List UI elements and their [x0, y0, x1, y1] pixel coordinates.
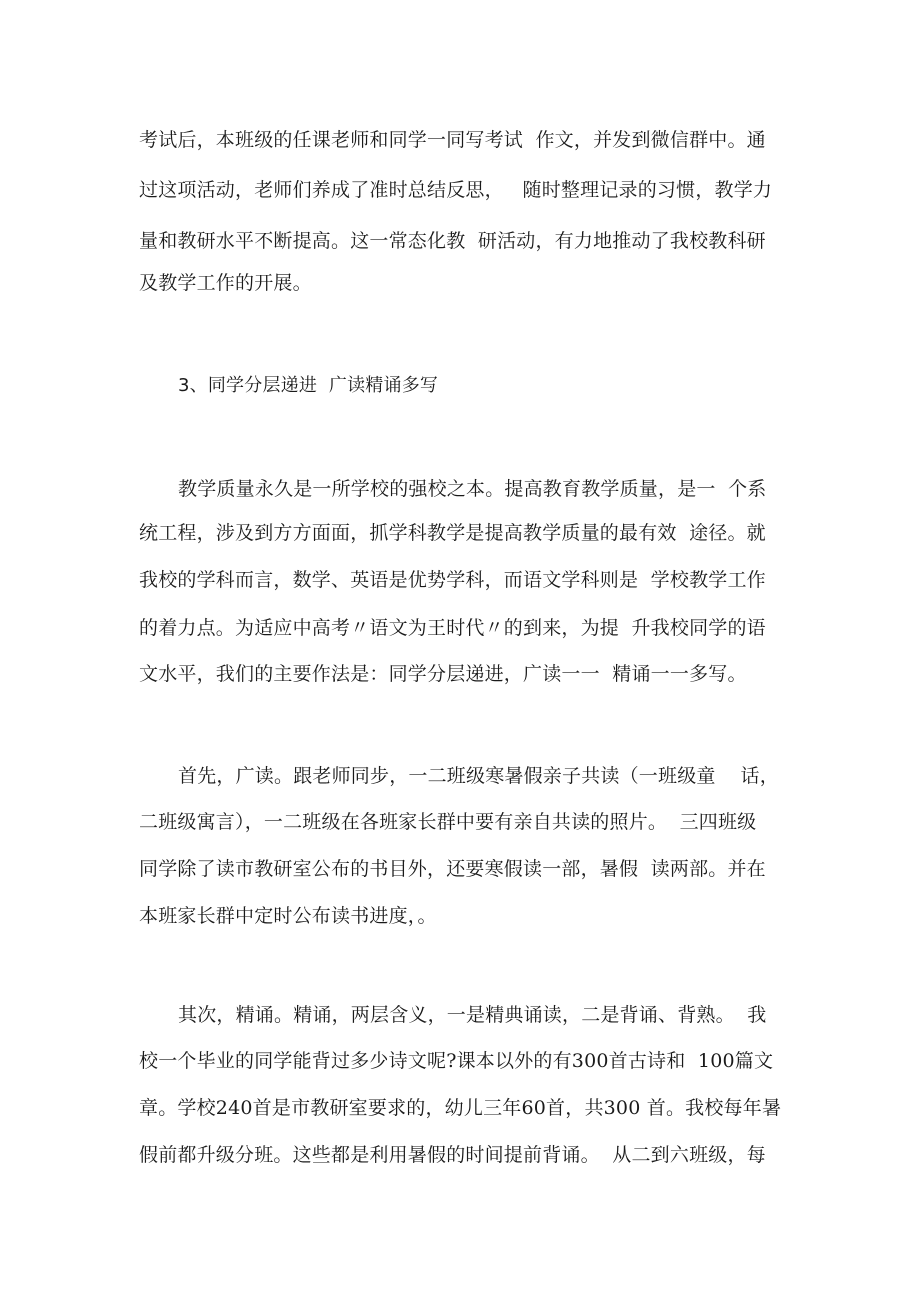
- section-heading: 3、同学分层递进 广读精诵多写: [178, 375, 439, 396]
- paragraph-3-line-2: 二班级寓言），一二班级在各班家长群中要有亲自共读的照片。 三四班级: [139, 811, 757, 833]
- paragraph-4-line-2: 校一个毕业的同学能背过多少诗文呢?课本以外的有300首古诗和 100篇文: [139, 1050, 774, 1072]
- paragraph-4-line-1: 其次，精诵。精诵，两层含义，一是精典诵读，二是背诵、背熟。 我: [178, 1004, 767, 1026]
- paragraph-4-line-4: 假前都升级分班。这些都是利用暑假的时间提前背诵。 从二到六班级，每: [139, 1144, 766, 1166]
- paragraph-2-line-4: 的着力点。为适应中高考〃语文为王时代〃的到来，为提 升我校同学的语: [139, 617, 766, 639]
- paragraph-2-line-1: 教学质量永久是一所学校的强校之本。提高教育教学质量，是一 个系: [178, 478, 767, 500]
- paragraph-3-line-3: 同学除了读市教研室公布的书目外，还要寒假读一部，暑假 读两部。并在: [139, 858, 766, 880]
- paragraph-3-line-4: 本班家长群中定时公布读书进度，。: [139, 905, 437, 927]
- paragraph-3-line-1: 首先，广读。跟老师同步，一二班级寒暑假亲子共读（一班级童 话，: [178, 765, 779, 787]
- paragraph-2-line-3: 我校的学科而言，数学、英语是优势学科，而语文学科则是 学校教学工作: [139, 569, 766, 591]
- paragraph-2-line-5: 文水平，我们的主要作法是：同学分层递进，广读一一 精诵一一多写。: [139, 663, 747, 685]
- paragraph-2-line-2: 统工程，涉及到方方面面，抓学科教学是提高教学质量的最有效 途径。就: [139, 522, 766, 544]
- paragraph-1-line-3: 量和教研水平不断提高。这一常态化教 研活动，有力地推动了我校教科研: [139, 230, 766, 252]
- paragraph-4-line-3: 章。学校240首是市教研室要求的，幼儿三年60首，共300 首。我校每年暑: [139, 1097, 782, 1119]
- paragraph-1-line-2: 过这项活动，老师们养成了准时总结反思， 随时整理记录的习惯，教学力: [139, 179, 773, 201]
- paragraph-1-line-4: 及教学工作的开展。: [139, 272, 312, 294]
- paragraph-1-line-1: 考试后，本班级的任课老师和同学一同写考试 作文，并发到微信群中。通: [139, 129, 766, 151]
